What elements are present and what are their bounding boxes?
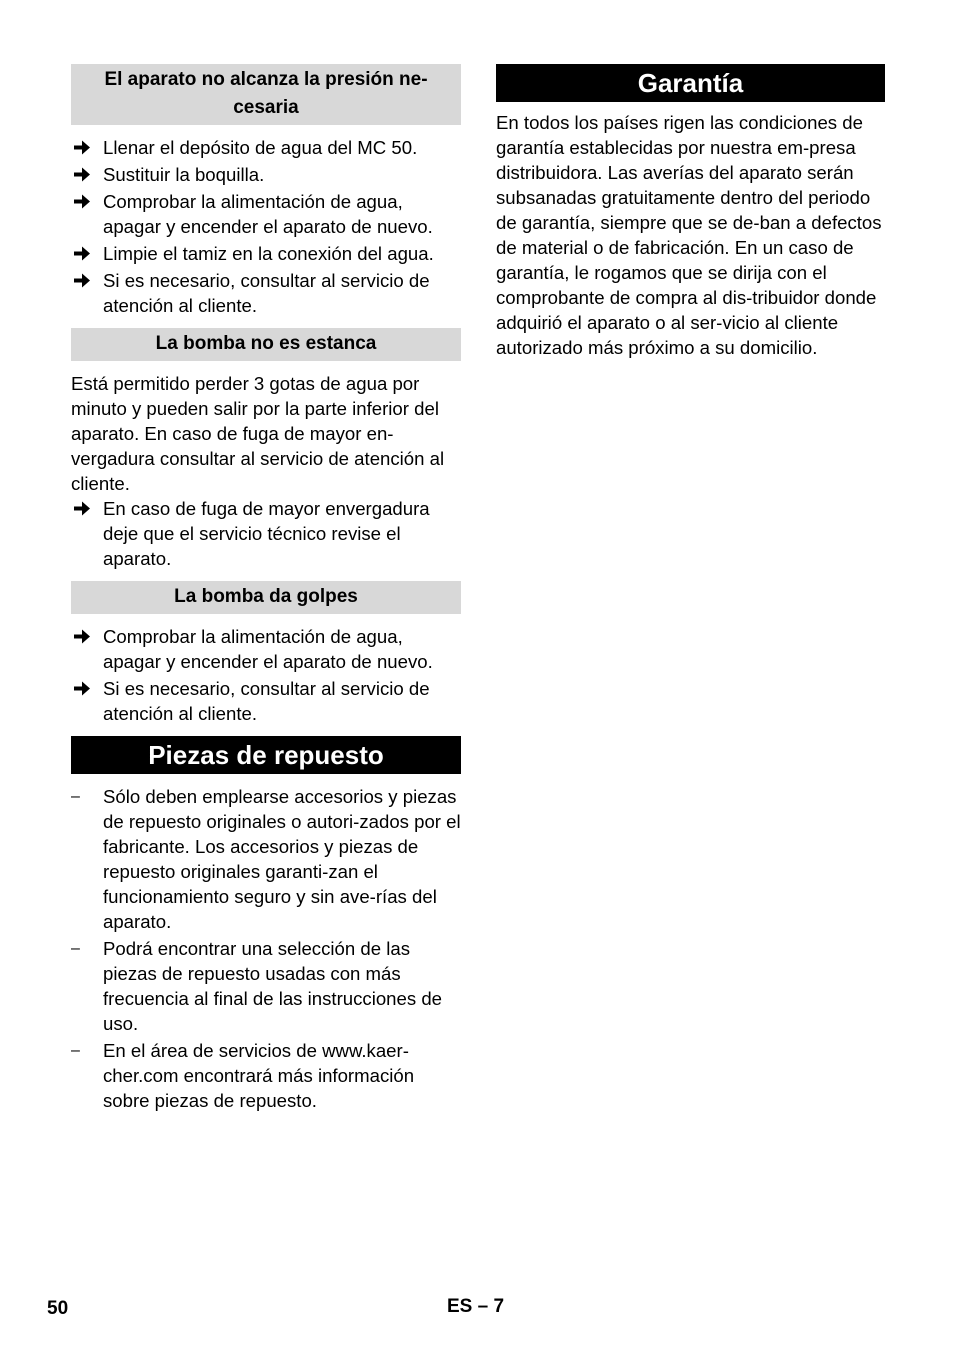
heading-pressure: El aparato no alcanza la presión ne-cesaria (71, 64, 461, 125)
language-page-label: ES – 7 (447, 1296, 505, 1317)
arrow-right-icon (71, 241, 93, 266)
warranty-paragraph: En todos los países rigen las condiciones de garantía establecidas por nuestra em-presa distribuidora. Las averías del aparato serán subsanadas gratuitamente dentro del periodo de garantía, siempre que se de-ban a defectos de material o de fabricación. En un caso de garantía, le rogamos que se dirija con el comprobante de compra al dis-tribuidor donde adquirió el aparato o al ser-vicio al cliente autorizado más próximo a su domicilio. (496, 112, 882, 358)
heading-pump-leak: La bomba no es estanca (71, 328, 461, 361)
spare-parts-list (71, 784, 461, 1113)
arrow-right-icon (71, 162, 93, 187)
arrow-right-icon (71, 676, 93, 701)
arrow-right-icon (71, 496, 93, 521)
list-item: – Podrá encontrar una selección de las piezas de repuesto usadas con más frecuencia al final de las instrucciones de uso. (71, 938, 443, 1034)
page-number: 50 (47, 1298, 69, 1319)
list-item: Comprobar la alimentación de agua, apagar y encender el aparato de nuevo. (71, 624, 461, 674)
heading-pump-knocks: La bomba da golpes (71, 581, 461, 614)
arrow-right-icon (71, 268, 93, 293)
arrow-right-icon (71, 624, 93, 649)
pressure-list (71, 135, 461, 318)
dash-marker: – (71, 788, 80, 805)
pump-leak-list (71, 496, 461, 571)
list-item: Limpie el tamiz en la conexión del agua. (71, 241, 461, 266)
heading-spare-parts: Piezas de repuesto (71, 736, 461, 774)
list-item: Llenar el depósito de agua del MC 50. (71, 135, 461, 160)
dash-marker: – (71, 940, 80, 957)
pump-knocks-list (71, 624, 461, 726)
list-item: – En el área de servicios de www.kaer-cher.com encontrará más información sobre piezas de repuesto. (71, 1040, 415, 1111)
list-item: Sustituir la boquilla. (71, 162, 461, 187)
list-item: En caso de fuga de mayor envergadura deje que el servicio técnico revise el aparato. (71, 496, 461, 571)
list-item: – Sólo deben emplearse accesorios y piezas de repuesto originales o autori-zados por el fabricante. Los accesorios y piezas de repuesto originales garanti-zan el funcionamiento seguro y sin ave-rías del aparato. (71, 786, 461, 932)
list-item: Si es necesario, consultar al servicio de atención al cliente. (71, 268, 461, 318)
left-column (71, 64, 461, 1115)
heading-warranty: Garantía (496, 64, 885, 102)
dash-marker: – (71, 1042, 80, 1059)
arrow-right-icon (71, 189, 93, 214)
right-column (496, 64, 885, 360)
list-item: Comprobar la alimentación de agua, apagar y encender el aparato de nuevo. (71, 189, 461, 239)
list-item: Si es necesario, consultar al servicio de atención al cliente. (71, 676, 461, 726)
pump-leak-paragraph: Está permitido perder 3 gotas de agua por minuto y pueden salir por la parte inferior del aparato. En caso de fuga de mayor en-vergadura consultar al servicio de atención al cliente. (71, 373, 445, 494)
arrow-right-icon (71, 135, 93, 160)
